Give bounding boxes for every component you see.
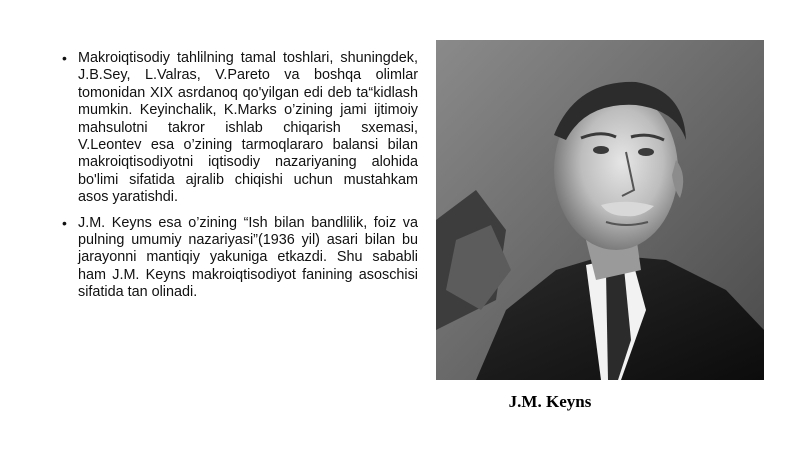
bullet-list [62,50,418,310]
portrait-photo [436,40,764,380]
bullet-dot: • [62,214,67,231]
portrait-illustration [436,40,764,380]
bullet-item [62,215,418,302]
photo-caption: J.M. Keyns [508,392,592,411]
bullet-text: J.M. Keyns esa o’zining “Ish bilan bandlilik, foiz va pulning umumiy nazariyasi”(1936 yil) asari bilan bu jarayonni mantiqiy yakuniga etkazdi. Shu sababli ham J.M. Keyns makroiqtisodiyot fanining asoschisi sifatida tan olinadi. [78,214,418,301]
bullet-text: Makroiqtisodiy tahlilning tamal toshlari, shuningdek, J.B.Sey, L.Valras, V.Pareto va boshqa olimlar tomonidan XIX asrdanoq qo'yilgan edi deb ta“kidlash mumkin. Keyinchalik, K.Marks o’zining jami ijtimoiy mahsulotni takror ishlab chiqarish sxemasi, V.Leontev esa o’zining tarmoqlararo balansi bilan makroiqtisodiyotni iqtisodiy nazariyaning alohida bo'limi sifatida ajralib chiqishi uchun mustahkam asos yaratishdi. [78,50,418,206]
bullet-item [62,50,418,207]
bullet-dot: • [62,50,67,66]
